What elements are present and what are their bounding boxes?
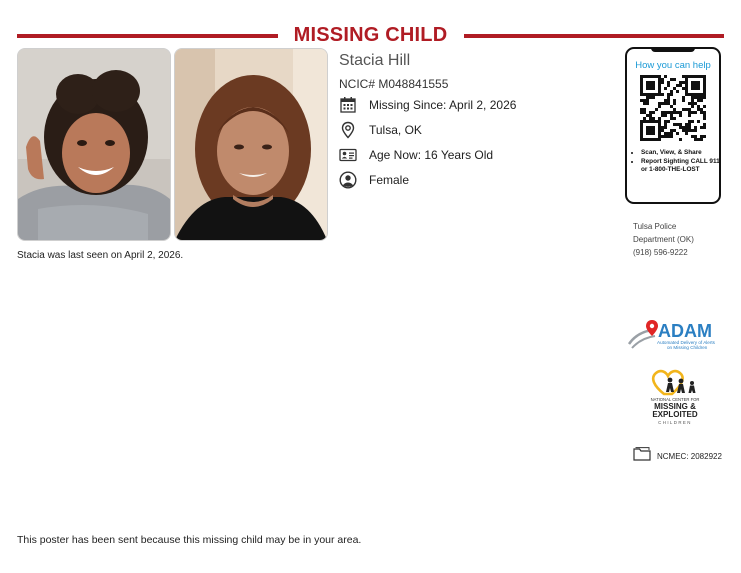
agency-phone: (918) 596-9222 [633,248,688,257]
adam-tagline-2: on Missing Children [667,345,708,350]
child-photo-2 [174,48,328,241]
agency-name-line1: Tulsa Police [633,222,677,231]
agency-contact [633,220,694,259]
ncmec-line-2: MISSING & [654,402,696,411]
child-photo-1 [17,48,171,241]
calendar-icon [339,96,357,114]
help-panel [625,47,721,204]
missing-since: Missing Since: April 2, 2026 [369,98,517,112]
location: Tulsa, OK [369,123,422,137]
id-card-icon [339,146,357,164]
age-now: Age Now: 16 Years Old [369,148,494,162]
ncmec-line-1: NATIONAL CENTER FOR [650,397,700,402]
ncmec-logo [648,368,704,433]
help-bullets [631,149,721,175]
case-number: NCMEC: 2082922 [657,452,722,461]
location-row [339,121,422,139]
ncmec-line-4: CHILDREN [658,420,692,425]
qr-code[interactable] [640,75,706,146]
sex-row [339,171,409,189]
ncmec-line-3: EXPLOITED [652,410,698,419]
help-title: How you can help [635,60,711,71]
location-pin-icon [339,121,357,139]
help-bullet-2: • Report Sighting CALL 911 or 1-800-THE-LOST [641,158,721,174]
missing-since-row [339,96,516,114]
folder-icon [633,447,651,466]
ncic-number: NCIC# M048841555 [339,77,449,91]
sex: Female [369,173,410,187]
child-name: Stacia Hill [339,52,411,69]
agency-name-line2: Department (OK) [633,235,694,244]
adam-tagline-1: Automated Delivery of Alerts [657,340,715,345]
case-number-row [633,447,722,466]
phone-notch [651,47,695,52]
poster-title: MISSING CHILD [0,24,741,47]
footer-note: This poster has been sent because this missing child may be in your area. [17,534,362,546]
help-bullet-1: • Scan, View, & Share [641,149,721,157]
person-icon [339,171,357,189]
last-seen-text: Stacia was last seen on April 2, 2026. [17,250,184,261]
age-row [339,146,493,164]
adam-logo [627,318,721,359]
adam-wordmark: ADAM [658,321,712,341]
